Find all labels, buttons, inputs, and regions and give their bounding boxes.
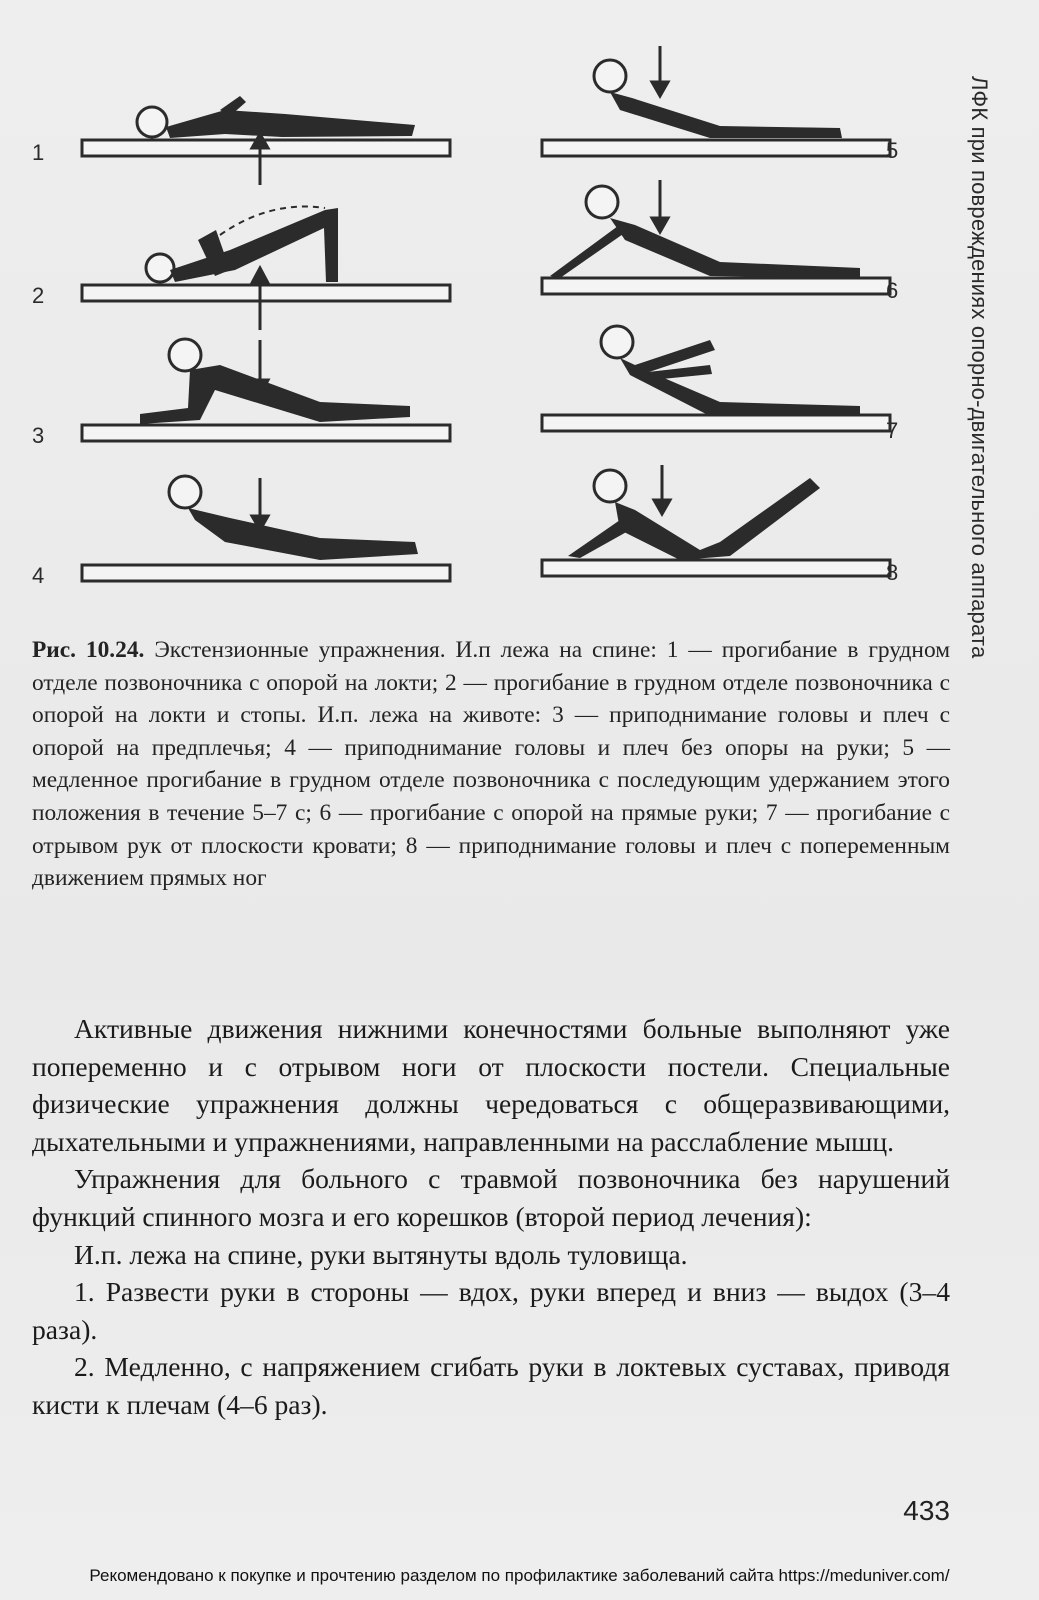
figure-number-7: 7 <box>886 418 899 443</box>
exercise-3 <box>32 339 450 448</box>
body-2 <box>170 208 338 282</box>
exercise-illustration <box>20 30 950 620</box>
exercise-8 <box>542 465 898 585</box>
body-8 <box>615 478 820 560</box>
bed-board-7 <box>542 415 890 431</box>
exercise-5 <box>542 46 898 163</box>
arm-8 <box>568 520 630 558</box>
exercise-figure <box>20 30 950 620</box>
running-header <box>950 22 1008 712</box>
bed-board-8 <box>542 560 890 576</box>
figure-number-8: 8 <box>886 560 899 585</box>
bed-board-4 <box>82 565 450 581</box>
paragraph: И.п. лежа на спине, руки вытянуты вдоль туловища. <box>74 1238 688 1270</box>
arrow-1 <box>252 134 268 185</box>
head-2 <box>146 254 174 282</box>
exercise-4 <box>32 476 450 588</box>
head-3 <box>169 339 201 371</box>
paragraph: 1. Развести руки в стороны — вдох, руки вперед и вниз — выдох (3–4 раза). <box>32 1276 950 1345</box>
footer-note: Рекомендовано к покупке и прочтению разделом по профилактике заболеваний сайта https://meduniver.com/ <box>89 1566 950 1585</box>
bed-board-3 <box>82 425 450 441</box>
figure-number-5: 5 <box>886 138 899 163</box>
head-8 <box>594 470 626 502</box>
caption-text: Экстензионные упражнения. И.п лежа на спине: 1 — прогибание в грудном отделе позвоночника с опорой на локти; 2 — прогибание в грудном отделе позвоночника с опорой на локти и стопы. И.п. лежа на животе: 3 — приподнимание головы и плеч с опорой на предплечья; 4 — приподнимание головы и плеч без опоры на руки; 5 — медленное прогибание в грудном отделе позвоночника с последующим удержанием этого положения в течение 5–7 с; 6 — прогибание с опорой на прямые руки; 7 — прогибание с отрывом рук от плоскости кровати; 8 — приподнимание головы и плеч с попеременным движением прямых ног <box>32 637 950 892</box>
arrow-4 <box>252 478 268 530</box>
figure-number-3: 3 <box>32 423 45 448</box>
body-6 <box>610 218 860 278</box>
bed-board-5 <box>542 140 890 156</box>
figure-caption <box>32 634 950 895</box>
exercise-7 <box>542 326 898 443</box>
paragraph: Упражнения для больного с травмой позвоночника без нарушений функций спинного мозга и его корешков (второй период лечения): <box>32 1163 950 1232</box>
head-7 <box>601 326 633 358</box>
head-4 <box>169 476 201 508</box>
body-4 <box>188 508 418 560</box>
arm-6 <box>550 226 626 278</box>
head-1 <box>137 107 167 137</box>
arrow-8 <box>654 465 670 514</box>
body-5 <box>610 92 842 138</box>
figure-number-4: 4 <box>32 563 45 588</box>
bed-board-2 <box>82 285 450 301</box>
head-5 <box>594 60 626 92</box>
bed-board-6 <box>542 278 890 294</box>
arrow-5 <box>652 46 668 96</box>
figure-number-6: 6 <box>886 278 899 303</box>
body-1 <box>166 110 415 138</box>
figure-number-1: 1 <box>32 140 45 165</box>
exercise-6 <box>542 180 898 303</box>
running-title: ЛФК при повреждениях опорно-двигательного аппарата <box>967 75 992 659</box>
paragraph: Активные движения нижними конечностями больные выполняют уже попеременно и с отрывом ноги от плоскости постели. Специальные физические упражнения должны чередоваться с общеразвивающими, дыхательными и упражнениями, направленными на расслабление мышц. <box>32 1013 950 1157</box>
page-number: 433 <box>903 1495 950 1526</box>
arrow-6 <box>652 180 668 232</box>
body-3 <box>140 365 410 424</box>
exercise-1 <box>32 96 450 185</box>
exercise-2 <box>32 207 450 330</box>
paragraph: 2. Медленно, с напряжением сгибать руки в локтевых суставах, приводя кисти к плечам (4–6 раз). <box>32 1351 950 1420</box>
caption-title: Рис. 10.24. <box>32 637 145 663</box>
main-text <box>32 1010 950 1424</box>
figure-number-2: 2 <box>32 283 45 308</box>
arrow-3 <box>252 340 268 395</box>
head-6 <box>586 186 618 218</box>
